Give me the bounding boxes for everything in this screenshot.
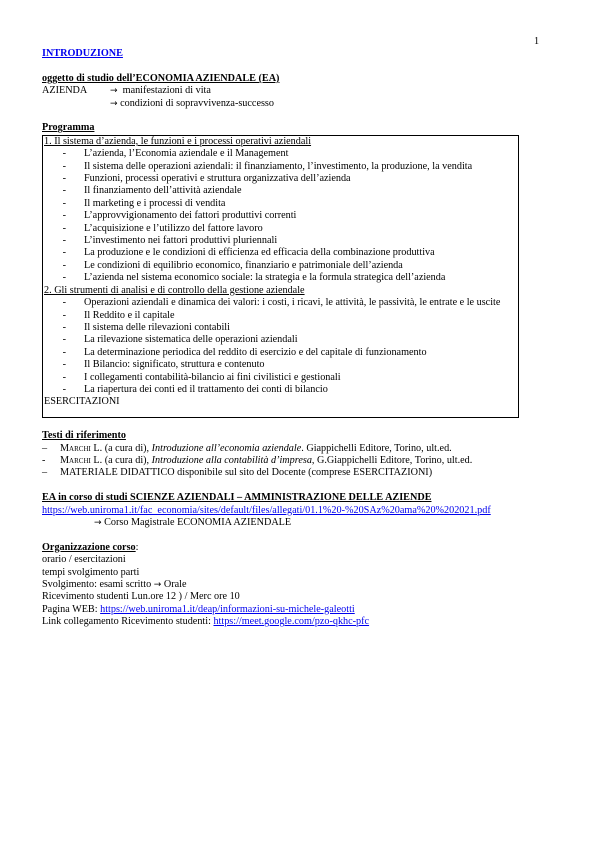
list-item-text: Funzioni, processi operativi e struttura organizzativa dell’azienda — [84, 173, 351, 185]
list-item — [44, 372, 516, 384]
document-body — [42, 48, 528, 629]
list-item-text: Il Bilancio: significato, struttura e contenuto — [84, 359, 265, 371]
list-item — [44, 347, 516, 359]
reference-item — [42, 455, 528, 467]
section2-list — [44, 297, 516, 396]
list-item-text: Il Reddito e il capitale — [84, 309, 175, 321]
list-item — [44, 148, 516, 160]
reference-dash: – — [42, 442, 48, 454]
list-item-text: La produzione e le condizioni di efficienza ed efficacia della combinazione produttiva — [84, 247, 435, 259]
programma-heading: Programma — [42, 122, 95, 134]
organizzazione-heading-row — [42, 542, 528, 554]
list-item-text: La riapertura dei conti ed il trattamento dei conti di bilancio — [84, 383, 328, 395]
reference-item — [42, 443, 528, 455]
list-item-text: Il marketing e i processi di vendita — [84, 197, 226, 209]
web-row — [42, 604, 528, 616]
list-item — [44, 297, 516, 309]
list-dash: - — [62, 173, 66, 185]
organizzazione-heading: Organizzazione corso — [42, 541, 136, 553]
list-item-text: La determinazione periodica del reddito di esercizio e del capitale di funzionamento — [84, 346, 427, 358]
heading-colon: : — [135, 541, 139, 553]
regulation-link[interactable]: https://web.uniroma1.it/fac_economia/sites/default/files/allegati/01.1%20-%20SAz%20ama%20%202021.pdf — [42, 504, 491, 516]
list-item — [44, 334, 516, 346]
azienda-label: AZIENDA — [42, 85, 88, 97]
reference-item — [42, 467, 528, 479]
condizioni-text: condizioni di sopravvivenza-successo — [120, 97, 274, 109]
list-item — [44, 260, 516, 272]
svolgimento-row — [42, 579, 528, 591]
list-item — [44, 185, 516, 197]
list-item-text: Operazioni aziendali e dinamica dei valori: i costi, i ricavi, le attività, le passività, le entrate e le uscite — [84, 297, 501, 309]
list-item-text: Le condizioni di equilibrio economico, finanziario e patrimoniale dell’azienda — [84, 259, 403, 271]
list-item — [44, 272, 516, 284]
list-item-text: I collegamenti contabilità-bilancio ai fini civilistici e gestionali — [84, 371, 341, 383]
section1-title: 1. Il sistema d’azienda, le funzioni e i processi operativi aziendali — [44, 135, 312, 147]
list-item — [44, 210, 516, 222]
list-dash: - — [62, 259, 66, 271]
ricevimento-text: Ricevimento studenti Lun.ore 12 ) / Merc ore 10 — [42, 591, 240, 603]
list-dash: - — [62, 297, 66, 309]
list-dash: - — [62, 383, 66, 395]
list-item-text: L’acquisizione e l’utilizzo del fattore lavoro — [84, 222, 263, 234]
list-dash: - — [62, 197, 66, 209]
web-label: Pagina WEB: — [42, 603, 101, 615]
tempi-text: tempi svolgimento parti — [42, 566, 140, 578]
list-item-text: L’azienda, l’Economia aziendale e il Management — [84, 148, 289, 160]
list-item — [44, 384, 516, 396]
list-dash: - — [62, 210, 66, 222]
list-item — [44, 173, 516, 185]
list-item — [44, 359, 516, 371]
list-dash: - — [62, 247, 66, 259]
list-dash: - — [62, 334, 66, 346]
reference-dash: - — [42, 454, 46, 466]
list-item — [44, 310, 516, 322]
list-item-text: L’azienda nel sistema economico sociale: la strategia e la formula strategica dell’azienda — [84, 272, 446, 284]
arrow-icon: → — [110, 86, 118, 97]
list-item-text: Il sistema delle rilevazioni contabili — [84, 321, 230, 333]
section1-list — [44, 148, 516, 284]
arrow-icon: → — [110, 98, 118, 109]
reference-title: Introduzione all’economia aziendale — [151, 442, 302, 454]
reference-title: Introduzione alla contabilità d’impresa — [151, 454, 312, 466]
reference-dash: – — [42, 467, 48, 479]
arrow-icon: → — [94, 517, 102, 528]
references-list — [42, 443, 528, 480]
testi-heading: Testi di riferimento — [42, 430, 126, 442]
list-item — [44, 161, 516, 173]
reference-author: Marchi — [60, 454, 91, 466]
reference-author: Marchi — [60, 442, 91, 454]
oggetto-heading: oggetto di studio dell’ECONOMIA AZIENDALE (EA) — [42, 72, 280, 84]
reference-text: Marchi L. (a cura di), Introduzione alla contabilità d’impresa, G.Giappichelli Editore, Torino, ult.ed. — [60, 454, 473, 466]
list-item — [44, 235, 516, 247]
ea-corso-heading: EA in corso di studi SCIENZE AZIENDALI – AMMINISTRAZIONE DELLE AZIENDE — [42, 492, 432, 504]
list-dash: - — [62, 185, 66, 197]
page-number: 1 — [534, 36, 540, 47]
azienda-row — [42, 85, 528, 97]
web-link[interactable]: https://web.uniroma1.it/deap/informazioni-su-michele-galeotti — [100, 603, 355, 615]
list-dash: - — [62, 346, 66, 358]
list-dash: - — [62, 235, 66, 247]
magistrale-row — [42, 517, 528, 529]
list-dash: - — [62, 359, 66, 371]
orale-text: Orale — [161, 578, 187, 590]
meet-row — [42, 616, 528, 628]
meet-label: Link collegamento Ricevimento studenti: — [42, 616, 214, 628]
section2-title: 2. Gli strumenti di analisi e di controllo della gestione aziendale — [44, 284, 305, 296]
svolgimento-text: Svolgimento: esami scritto — [42, 578, 154, 590]
list-dash: - — [62, 272, 66, 284]
intro-title: INTRODUZIONE — [42, 48, 123, 59]
list-dash: - — [62, 371, 66, 383]
list-item-text: L’investimento nei fattori produttivi pluriennali — [84, 235, 278, 247]
list-item-text: Il sistema delle operazioni aziendali: il finanziamento, l’investimento, la produzione, la vendita — [84, 160, 473, 172]
esercitazioni-label: ESERCITAZIONI — [44, 396, 120, 408]
reference-text: Marchi L. (a cura di), Introduzione all’economia aziendale. Giappichelli Editore, Torino, ult.ed. — [60, 442, 452, 454]
orario-text: orario / esercitazioni — [42, 554, 126, 566]
condizioni-row — [42, 98, 528, 110]
list-item-text: La rilevazione sistematica delle operazioni aziendali — [84, 334, 298, 346]
list-dash: - — [62, 222, 66, 234]
list-dash: - — [62, 321, 66, 333]
list-dash: - — [62, 160, 66, 172]
meet-link[interactable]: https://meet.google.com/pzo-qkhc-pfc — [213, 616, 370, 628]
list-item-text: L’approvvigionamento dei fattori produttivi correnti — [84, 210, 297, 222]
reference-text: MATERIALE DIDATTICO disponibile sul sito del Docente (comprese ESERCITAZIONI) — [60, 467, 433, 479]
manifestazioni-text: manifestazioni di vita — [122, 85, 211, 97]
list-item — [44, 198, 516, 210]
list-dash: - — [62, 148, 66, 160]
list-item-text: Il finanziamento dell’attività aziendale — [84, 185, 242, 197]
list-item — [44, 322, 516, 334]
programma-box — [42, 135, 519, 418]
list-dash: - — [62, 309, 66, 321]
list-item — [44, 223, 516, 235]
list-item — [44, 247, 516, 259]
arrow-icon: → — [153, 579, 162, 590]
magistrale-text: Corso Magistrale ECONOMIA AZIENDALE — [104, 516, 292, 528]
